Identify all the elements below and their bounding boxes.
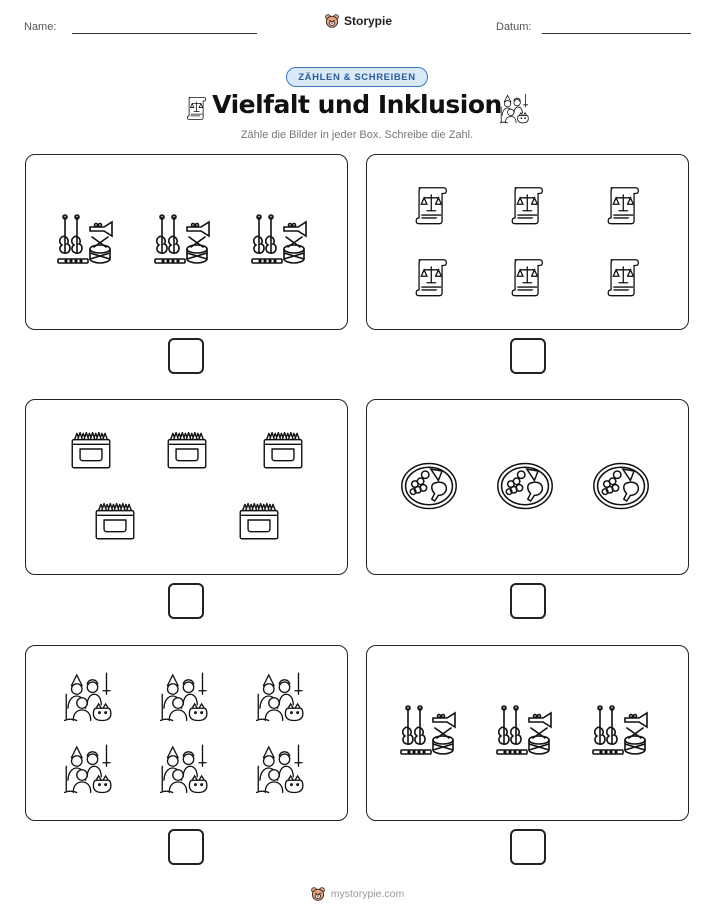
crayon-box-icon bbox=[258, 424, 308, 474]
law-document-icon bbox=[601, 253, 647, 301]
category-badge: ZÄHLEN & SCHREIBEN bbox=[286, 67, 428, 87]
count-box-4 bbox=[366, 399, 689, 575]
food-plate-icon bbox=[490, 456, 560, 516]
kids-group-icon bbox=[253, 740, 309, 796]
kids-group-icon bbox=[157, 668, 213, 724]
law-document-icon bbox=[409, 253, 455, 301]
law-document-icon bbox=[601, 181, 647, 229]
kids-group-icon bbox=[61, 740, 117, 796]
count-box-6 bbox=[366, 645, 689, 821]
music-instruments-icon bbox=[493, 698, 557, 762]
name-label: Name: bbox=[24, 21, 57, 33]
crayon-box-icon bbox=[162, 424, 212, 474]
page-title: Vielfalt und Inklusion bbox=[212, 90, 502, 119]
law-document-icon bbox=[505, 253, 551, 301]
crayon-box-icon bbox=[66, 424, 116, 474]
crayon-box-icon bbox=[90, 495, 140, 545]
kids-group-icon bbox=[61, 668, 117, 724]
answer-box-6[interactable] bbox=[510, 829, 546, 865]
law-document-icon bbox=[409, 181, 455, 229]
answer-box-4[interactable] bbox=[510, 583, 546, 619]
count-box-1 bbox=[25, 154, 348, 330]
answer-box-1[interactable] bbox=[168, 338, 204, 374]
footer bbox=[0, 886, 714, 902]
brand-name: Storypie bbox=[344, 14, 393, 28]
kids-group-icon bbox=[253, 668, 309, 724]
music-instruments-icon bbox=[589, 698, 653, 762]
music-instruments-icon bbox=[397, 698, 461, 762]
answer-box-3[interactable] bbox=[168, 583, 204, 619]
kids-group-icon bbox=[157, 740, 213, 796]
crayon-box-icon bbox=[234, 495, 284, 545]
count-box-5 bbox=[25, 645, 348, 821]
music-instruments-icon bbox=[248, 207, 312, 271]
name-field[interactable] bbox=[72, 33, 257, 34]
date-label: Datum: bbox=[496, 21, 532, 33]
footer-link[interactable]: mystorypie.com bbox=[330, 888, 405, 900]
music-instruments-icon bbox=[151, 207, 215, 271]
music-instruments-icon bbox=[54, 207, 118, 271]
answer-box-5[interactable] bbox=[168, 829, 204, 865]
food-plate-icon bbox=[586, 456, 656, 516]
bear-icon bbox=[324, 13, 340, 29]
count-box-2 bbox=[366, 154, 689, 330]
bear-icon bbox=[310, 886, 326, 902]
instructions: Zähle die Bilder in jeder Box. Schreibe die Zahl. bbox=[240, 129, 474, 141]
food-plate-icon bbox=[394, 456, 464, 516]
law-document-icon bbox=[505, 181, 551, 229]
date-field[interactable] bbox=[542, 33, 691, 34]
kids-group-icon bbox=[498, 91, 532, 125]
count-box-3 bbox=[25, 399, 348, 575]
brand-logo bbox=[324, 13, 392, 29]
answer-box-2[interactable] bbox=[510, 338, 546, 374]
